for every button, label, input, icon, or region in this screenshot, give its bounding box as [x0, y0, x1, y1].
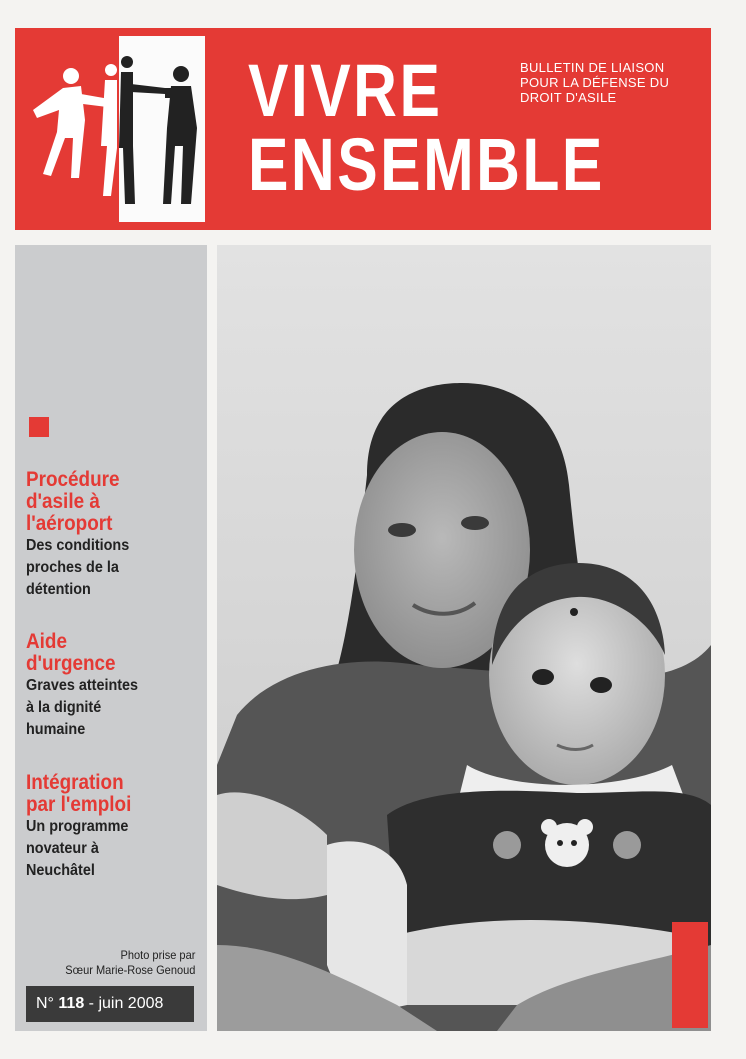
subtitle-line: Des conditions — [26, 537, 130, 554]
cover-photo — [217, 245, 711, 1031]
title-line: par l'emploi — [26, 793, 132, 816]
masthead — [15, 28, 711, 230]
woman-holding-baby-photo — [217, 245, 711, 1031]
title-line: Aide — [26, 630, 67, 653]
issue-date: - juin 2008 — [84, 995, 164, 1012]
article-asylum-airport — [26, 469, 206, 601]
article-integration-employment — [26, 772, 206, 882]
title-line: l'aéroport — [26, 512, 113, 535]
title-line: Procédure — [26, 468, 120, 491]
article-title — [26, 631, 188, 675]
subtitle-line: détention — [26, 581, 91, 598]
subtitle-line: proches de la — [26, 559, 119, 576]
credit-line: Sœur Marie-Rose Genoud — [64, 963, 195, 977]
issue-number-prefix: N° — [36, 995, 59, 1012]
red-square-marker — [29, 417, 49, 437]
article-emergency-aid — [26, 631, 206, 741]
article-title — [26, 772, 188, 816]
tagline-line: DROIT D'ASILE — [520, 90, 617, 105]
title-line: d'urgence — [26, 652, 116, 675]
issue-label — [26, 986, 194, 1022]
subtitle-line: à la dignité — [26, 699, 102, 716]
contents-sidebar — [15, 245, 207, 1031]
credit-line: Photo prise par — [120, 948, 195, 962]
article-subtitle — [26, 535, 188, 601]
photo-credit — [65, 948, 195, 978]
title-line: Intégration — [26, 771, 124, 794]
subtitle-line: novateur à — [26, 840, 99, 857]
subtitle-line: Graves atteintes — [26, 677, 139, 694]
issue-number: 118 — [58, 995, 85, 1012]
tagline-line: BULLETIN DE LIAISON — [520, 60, 665, 75]
dancing-figures-icon — [15, 28, 215, 230]
article-subtitle — [26, 675, 188, 741]
subtitle-line: Neuchâtel — [26, 862, 95, 879]
subtitle-line: Un programme — [26, 818, 129, 835]
article-title — [26, 469, 188, 535]
magazine-title-line-1: VIVRE — [248, 49, 443, 132]
tagline — [520, 60, 710, 105]
article-subtitle — [26, 816, 188, 882]
title-line: d'asile à — [26, 490, 100, 513]
tagline-line: POUR LA DÉFENSE DU — [520, 75, 670, 90]
subtitle-line: humaine — [26, 721, 86, 738]
magazine-title-line-2: ENSEMBLE — [248, 123, 605, 206]
red-accent-bar — [672, 922, 708, 1028]
